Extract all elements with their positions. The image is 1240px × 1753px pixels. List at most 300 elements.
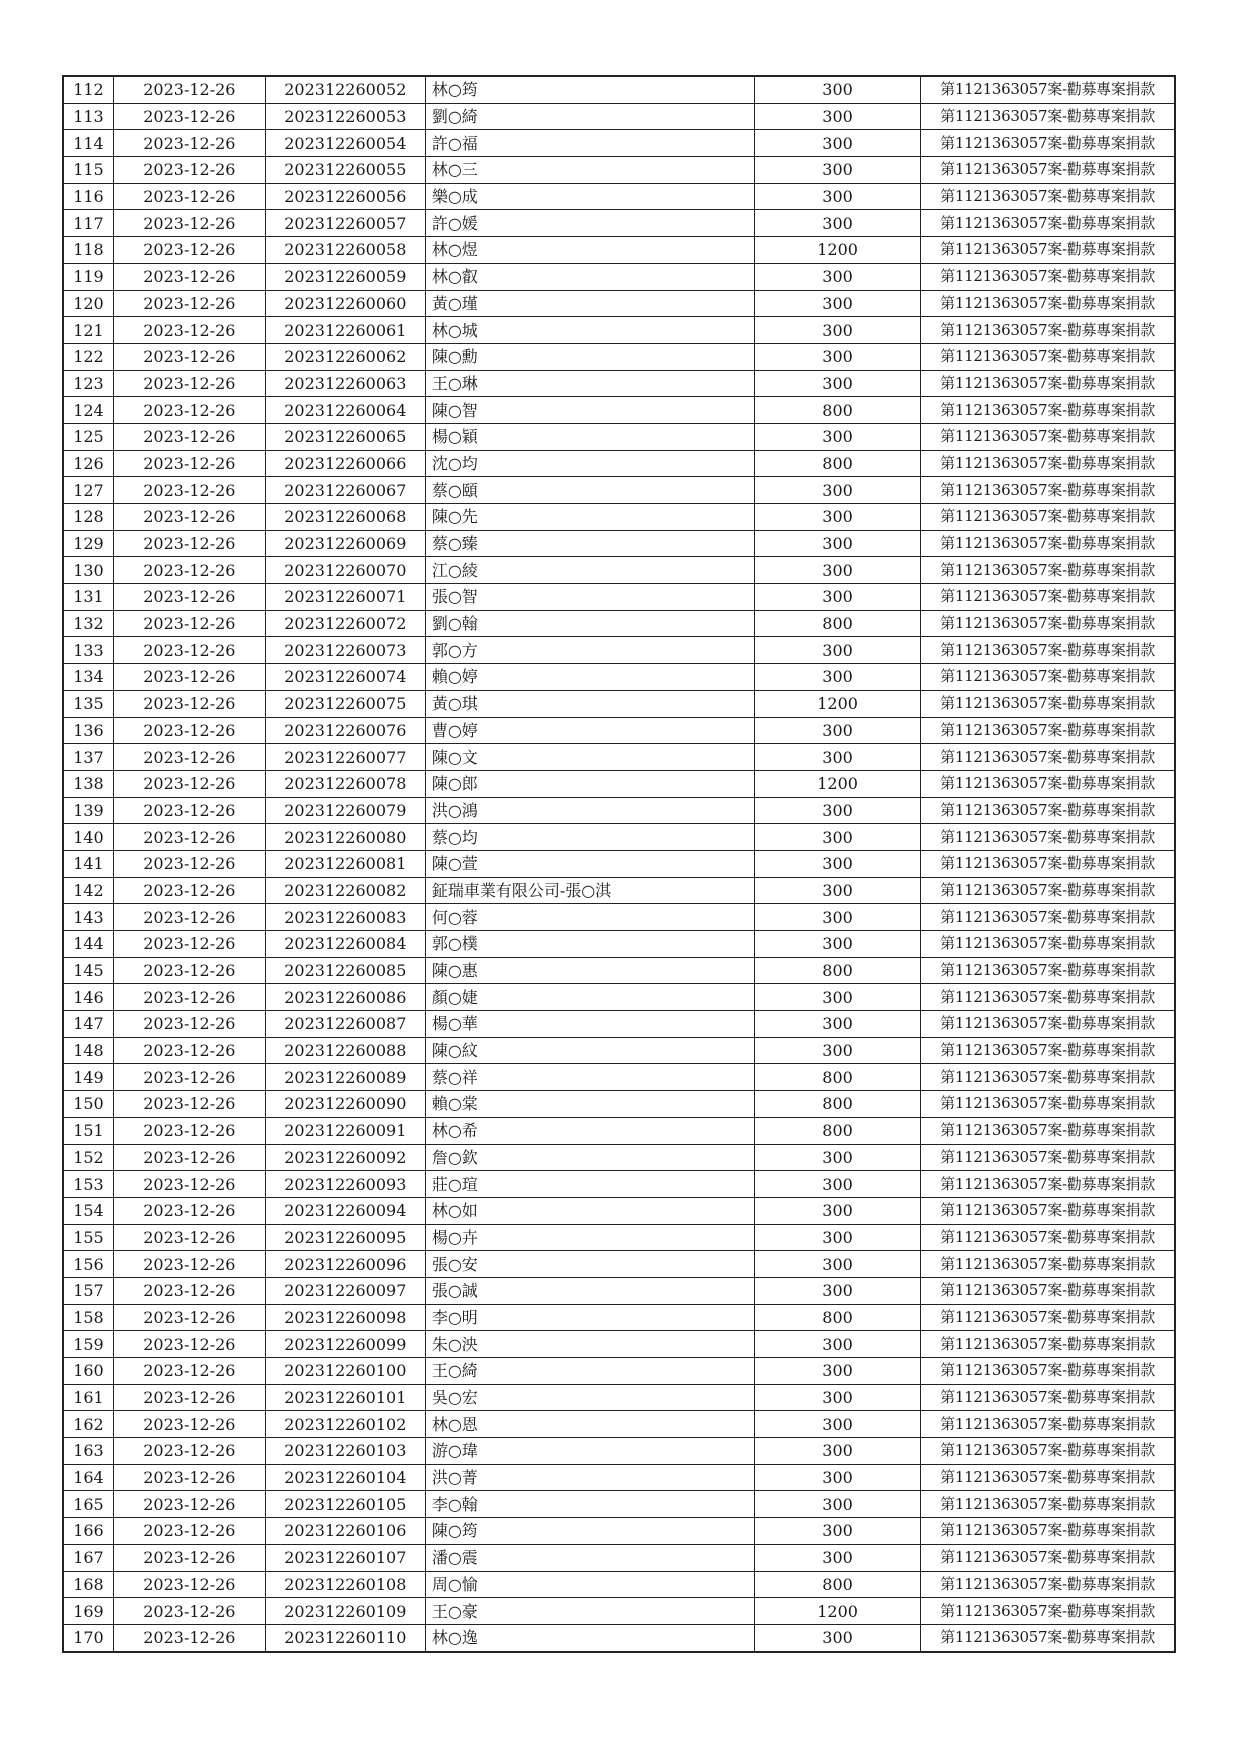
donation-date: 2023-12-26: [113, 317, 265, 344]
receipt-number: 202312260054: [265, 130, 425, 157]
table-row: [63, 1117, 1175, 1144]
table-row: [63, 717, 1175, 744]
table-row: [63, 877, 1175, 904]
donation-amount: 1200: [755, 237, 921, 264]
donation-date: 2023-12-26: [113, 1171, 265, 1198]
table-row: [63, 904, 1175, 931]
donation-amount: 300: [755, 103, 921, 130]
table-row: [63, 237, 1175, 264]
donor-name: 莊○瑄: [425, 1171, 754, 1198]
donation-purpose: 第1121363057案-勸募專案捐款: [921, 157, 1175, 184]
table-row: [63, 530, 1175, 557]
receipt-number: 202312260066: [265, 450, 425, 477]
donation-amount: 1200: [755, 770, 921, 797]
row-number: 157: [63, 1277, 113, 1304]
donation-date: 2023-12-26: [113, 1117, 265, 1144]
donation-amount: 300: [755, 530, 921, 557]
donation-date: 2023-12-26: [113, 183, 265, 210]
table-row: [63, 1518, 1175, 1545]
donation-date: 2023-12-26: [113, 1438, 265, 1465]
donation-purpose: 第1121363057案-勸募專案捐款: [921, 744, 1175, 771]
donation-amount: 300: [755, 1197, 921, 1224]
receipt-number: 202312260098: [265, 1304, 425, 1331]
donor-name: 林○城: [425, 317, 754, 344]
row-number: 156: [63, 1251, 113, 1278]
row-number: 143: [63, 904, 113, 931]
donor-name: 陳○智: [425, 397, 754, 424]
receipt-number: 202312260106: [265, 1518, 425, 1545]
row-number: 149: [63, 1064, 113, 1091]
table-row: [63, 477, 1175, 504]
donation-purpose: 第1121363057案-勸募專案捐款: [921, 610, 1175, 637]
donation-purpose: 第1121363057案-勸募專案捐款: [921, 370, 1175, 397]
donor-name: 林○逸: [425, 1624, 754, 1651]
row-number: 126: [63, 450, 113, 477]
donation-date: 2023-12-26: [113, 1598, 265, 1625]
donation-purpose: 第1121363057案-勸募專案捐款: [921, 1598, 1175, 1625]
donor-name: 林○三: [425, 157, 754, 184]
donation-date: 2023-12-26: [113, 717, 265, 744]
donation-amount: 300: [755, 1224, 921, 1251]
receipt-number: 202312260058: [265, 237, 425, 264]
donation-amount: 300: [755, 824, 921, 851]
table-row: [63, 130, 1175, 157]
donor-name: 陳○筠: [425, 1518, 754, 1545]
table-row: [63, 637, 1175, 664]
donation-purpose: 第1121363057案-勸募專案捐款: [921, 690, 1175, 717]
table-row: [63, 1037, 1175, 1064]
donor-name: 陳○勳: [425, 343, 754, 370]
donation-date: 2023-12-26: [113, 957, 265, 984]
table-row: [63, 850, 1175, 877]
donor-name: 黃○瑾: [425, 290, 754, 317]
donation-amount: 300: [755, 504, 921, 531]
donor-name: 李○明: [425, 1304, 754, 1331]
table-row: [63, 1144, 1175, 1171]
row-number: 133: [63, 637, 113, 664]
donation-date: 2023-12-26: [113, 1197, 265, 1224]
donation-amount: 800: [755, 450, 921, 477]
row-number: 123: [63, 370, 113, 397]
donation-amount: 300: [755, 717, 921, 744]
receipt-number: 202312260094: [265, 1197, 425, 1224]
row-number: 163: [63, 1438, 113, 1465]
row-number: 142: [63, 877, 113, 904]
row-number: 153: [63, 1171, 113, 1198]
donation-date: 2023-12-26: [113, 343, 265, 370]
donation-date: 2023-12-26: [113, 263, 265, 290]
table-row: [63, 1624, 1175, 1651]
donation-amount: 300: [755, 423, 921, 450]
donation-amount: 300: [755, 744, 921, 771]
donation-amount: 300: [755, 557, 921, 584]
table-row: [63, 770, 1175, 797]
donation-date: 2023-12-26: [113, 664, 265, 691]
row-number: 134: [63, 664, 113, 691]
donation-purpose: 第1121363057案-勸募專案捐款: [921, 504, 1175, 531]
table-body: [63, 76, 1175, 1652]
table-row: [63, 557, 1175, 584]
receipt-number: 202312260071: [265, 584, 425, 611]
donation-amount: 300: [755, 850, 921, 877]
donation-purpose: 第1121363057案-勸募專案捐款: [921, 1224, 1175, 1251]
donation-amount: 300: [755, 130, 921, 157]
row-number: 151: [63, 1117, 113, 1144]
donation-purpose: 第1121363057案-勸募專案捐款: [921, 984, 1175, 1011]
row-number: 152: [63, 1144, 113, 1171]
receipt-number: 202312260107: [265, 1544, 425, 1571]
receipt-number: 202312260052: [265, 76, 425, 103]
table-row: [63, 1491, 1175, 1518]
donation-date: 2023-12-26: [113, 1624, 265, 1651]
receipt-number: 202312260108: [265, 1571, 425, 1598]
receipt-number: 202312260089: [265, 1064, 425, 1091]
donor-name: 劉○翰: [425, 610, 754, 637]
donation-purpose: 第1121363057案-勸募專案捐款: [921, 237, 1175, 264]
receipt-number: 202312260062: [265, 343, 425, 370]
table-row: [63, 744, 1175, 771]
receipt-number: 202312260073: [265, 637, 425, 664]
donation-date: 2023-12-26: [113, 1277, 265, 1304]
donation-date: 2023-12-26: [113, 797, 265, 824]
donation-purpose: 第1121363057案-勸募專案捐款: [921, 717, 1175, 744]
donation-date: 2023-12-26: [113, 984, 265, 1011]
table-row: [63, 984, 1175, 1011]
table-row: [63, 1011, 1175, 1038]
receipt-number: 202312260064: [265, 397, 425, 424]
row-number: 148: [63, 1037, 113, 1064]
donation-purpose: 第1121363057案-勸募專案捐款: [921, 1171, 1175, 1198]
donation-purpose: 第1121363057案-勸募專案捐款: [921, 877, 1175, 904]
donation-purpose: 第1121363057案-勸募專案捐款: [921, 957, 1175, 984]
row-number: 166: [63, 1518, 113, 1545]
donation-amount: 1200: [755, 1598, 921, 1625]
table-row: [63, 183, 1175, 210]
donation-purpose: 第1121363057案-勸募專案捐款: [921, 317, 1175, 344]
row-number: 167: [63, 1544, 113, 1571]
receipt-number: 202312260100: [265, 1358, 425, 1385]
receipt-number: 202312260109: [265, 1598, 425, 1625]
table-row: [63, 343, 1175, 370]
donation-purpose: 第1121363057案-勸募專案捐款: [921, 824, 1175, 851]
donation-date: 2023-12-26: [113, 530, 265, 557]
donation-date: 2023-12-26: [113, 744, 265, 771]
receipt-number: 202312260078: [265, 770, 425, 797]
row-number: 159: [63, 1331, 113, 1358]
donation-date: 2023-12-26: [113, 1518, 265, 1545]
donation-purpose: 第1121363057案-勸募專案捐款: [921, 1438, 1175, 1465]
table-row: [63, 504, 1175, 531]
donation-date: 2023-12-26: [113, 1037, 265, 1064]
donation-date: 2023-12-26: [113, 103, 265, 130]
receipt-number: 202312260088: [265, 1037, 425, 1064]
row-number: 130: [63, 557, 113, 584]
receipt-number: 202312260084: [265, 931, 425, 958]
donation-purpose: 第1121363057案-勸募專案捐款: [921, 1624, 1175, 1651]
donor-name: 蔡○均: [425, 824, 754, 851]
table-row: [63, 931, 1175, 958]
table-row: [63, 1438, 1175, 1465]
row-number: 121: [63, 317, 113, 344]
donor-name: 蔡○臻: [425, 530, 754, 557]
donation-date: 2023-12-26: [113, 1011, 265, 1038]
table-row: [63, 1277, 1175, 1304]
receipt-number: 202312260083: [265, 904, 425, 931]
donation-date: 2023-12-26: [113, 877, 265, 904]
donation-date: 2023-12-26: [113, 423, 265, 450]
donation-amount: 300: [755, 1384, 921, 1411]
receipt-number: 202312260091: [265, 1117, 425, 1144]
donation-purpose: 第1121363057案-勸募專案捐款: [921, 290, 1175, 317]
donation-purpose: 第1121363057案-勸募專案捐款: [921, 1117, 1175, 1144]
donor-name: 陳○萱: [425, 850, 754, 877]
table-row: [63, 1358, 1175, 1385]
donation-date: 2023-12-26: [113, 824, 265, 851]
donation-date: 2023-12-26: [113, 904, 265, 931]
receipt-number: 202312260067: [265, 477, 425, 504]
donation-amount: 300: [755, 1438, 921, 1465]
receipt-number: 202312260060: [265, 290, 425, 317]
donation-date: 2023-12-26: [113, 370, 265, 397]
receipt-number: 202312260056: [265, 183, 425, 210]
receipt-number: 202312260053: [265, 103, 425, 130]
donation-amount: 800: [755, 397, 921, 424]
donation-amount: 300: [755, 183, 921, 210]
table-row: [63, 103, 1175, 130]
donation-amount: 300: [755, 584, 921, 611]
table-row: [63, 610, 1175, 637]
donation-amount: 300: [755, 1358, 921, 1385]
row-number: 122: [63, 343, 113, 370]
table-row: [63, 263, 1175, 290]
row-number: 155: [63, 1224, 113, 1251]
receipt-number: 202312260072: [265, 610, 425, 637]
donor-name: 賴○婷: [425, 664, 754, 691]
donor-name: 郭○樸: [425, 931, 754, 958]
donation-amount: 300: [755, 290, 921, 317]
donation-purpose: 第1121363057案-勸募專案捐款: [921, 1518, 1175, 1545]
donation-date: 2023-12-26: [113, 1491, 265, 1518]
row-number: 158: [63, 1304, 113, 1331]
donation-date: 2023-12-26: [113, 850, 265, 877]
donor-name: 張○安: [425, 1251, 754, 1278]
receipt-number: 202312260090: [265, 1091, 425, 1118]
donation-purpose: 第1121363057案-勸募專案捐款: [921, 1384, 1175, 1411]
donation-amount: 300: [755, 984, 921, 1011]
row-number: 127: [63, 477, 113, 504]
donation-amount: 300: [755, 1518, 921, 1545]
row-number: 164: [63, 1464, 113, 1491]
table-row: [63, 450, 1175, 477]
donation-purpose: 第1121363057案-勸募專案捐款: [921, 1091, 1175, 1118]
table-row: [63, 584, 1175, 611]
donation-amount: 300: [755, 1171, 921, 1198]
row-number: 145: [63, 957, 113, 984]
row-number: 141: [63, 850, 113, 877]
donation-purpose: 第1121363057案-勸募專案捐款: [921, 664, 1175, 691]
donor-name: 吳○宏: [425, 1384, 754, 1411]
donation-date: 2023-12-26: [113, 770, 265, 797]
table-row: [63, 210, 1175, 237]
donation-amount: 300: [755, 637, 921, 664]
receipt-number: 202312260059: [265, 263, 425, 290]
donation-date: 2023-12-26: [113, 1544, 265, 1571]
row-number: 138: [63, 770, 113, 797]
donation-purpose: 第1121363057案-勸募專案捐款: [921, 850, 1175, 877]
row-number: 115: [63, 157, 113, 184]
row-number: 118: [63, 237, 113, 264]
donation-purpose: 第1121363057案-勸募專案捐款: [921, 103, 1175, 130]
row-number: 169: [63, 1598, 113, 1625]
row-number: 112: [63, 76, 113, 103]
donation-table: [62, 75, 1176, 1653]
table-row: [63, 1224, 1175, 1251]
receipt-number: 202312260061: [265, 317, 425, 344]
table-row: [63, 1091, 1175, 1118]
donor-name: 楊○華: [425, 1011, 754, 1038]
donor-name: 王○豪: [425, 1598, 754, 1625]
row-number: 113: [63, 103, 113, 130]
receipt-number: 202312260097: [265, 1277, 425, 1304]
donation-date: 2023-12-26: [113, 1358, 265, 1385]
donation-date: 2023-12-26: [113, 637, 265, 664]
table-row: [63, 157, 1175, 184]
receipt-number: 202312260075: [265, 690, 425, 717]
row-number: 170: [63, 1624, 113, 1651]
receipt-number: 202312260057: [265, 210, 425, 237]
receipt-number: 202312260055: [265, 157, 425, 184]
donation-amount: 800: [755, 1117, 921, 1144]
row-number: 132: [63, 610, 113, 637]
donation-purpose: 第1121363057案-勸募專案捐款: [921, 130, 1175, 157]
donation-purpose: 第1121363057案-勸募專案捐款: [921, 557, 1175, 584]
row-number: 168: [63, 1571, 113, 1598]
donor-name: 許○媛: [425, 210, 754, 237]
donor-name: 何○蓉: [425, 904, 754, 931]
donation-date: 2023-12-26: [113, 1331, 265, 1358]
donation-date: 2023-12-26: [113, 1224, 265, 1251]
donation-amount: 300: [755, 877, 921, 904]
donation-amount: 300: [755, 157, 921, 184]
table-row: [63, 423, 1175, 450]
row-number: 146: [63, 984, 113, 1011]
donor-name: 陳○先: [425, 504, 754, 531]
table-row: [63, 1411, 1175, 1438]
table-row: [63, 290, 1175, 317]
receipt-number: 202312260074: [265, 664, 425, 691]
donation-amount: 300: [755, 477, 921, 504]
donation-purpose: 第1121363057案-勸募專案捐款: [921, 450, 1175, 477]
row-number: 161: [63, 1384, 113, 1411]
donation-date: 2023-12-26: [113, 1571, 265, 1598]
donation-purpose: 第1121363057案-勸募專案捐款: [921, 1571, 1175, 1598]
donor-name: 朱○泱: [425, 1331, 754, 1358]
donor-name: 陳○紋: [425, 1037, 754, 1064]
row-number: 150: [63, 1091, 113, 1118]
table-row: [63, 664, 1175, 691]
row-number: 131: [63, 584, 113, 611]
receipt-number: 202312260095: [265, 1224, 425, 1251]
donation-purpose: 第1121363057案-勸募專案捐款: [921, 1544, 1175, 1571]
receipt-number: 202312260087: [265, 1011, 425, 1038]
donation-date: 2023-12-26: [113, 610, 265, 637]
receipt-number: 202312260101: [265, 1384, 425, 1411]
row-number: 124: [63, 397, 113, 424]
donor-name: 游○瑋: [425, 1438, 754, 1465]
row-number: 144: [63, 931, 113, 958]
donation-amount: 300: [755, 370, 921, 397]
donation-date: 2023-12-26: [113, 1384, 265, 1411]
donation-amount: 300: [755, 1011, 921, 1038]
donation-purpose: 第1121363057案-勸募專案捐款: [921, 423, 1175, 450]
table-row: [63, 370, 1175, 397]
donor-name: 顏○婕: [425, 984, 754, 1011]
receipt-number: 202312260065: [265, 423, 425, 450]
donor-name: 張○智: [425, 584, 754, 611]
donation-purpose: 第1121363057案-勸募專案捐款: [921, 1304, 1175, 1331]
donation-date: 2023-12-26: [113, 584, 265, 611]
donor-name: 周○愉: [425, 1571, 754, 1598]
donation-amount: 300: [755, 1144, 921, 1171]
donation-purpose: 第1121363057案-勸募專案捐款: [921, 1277, 1175, 1304]
donation-purpose: 第1121363057案-勸募專案捐款: [921, 584, 1175, 611]
donation-amount: 300: [755, 904, 921, 931]
donor-name: 王○琳: [425, 370, 754, 397]
table-row: [63, 797, 1175, 824]
receipt-number: 202312260104: [265, 1464, 425, 1491]
row-number: 117: [63, 210, 113, 237]
table-row: [63, 1544, 1175, 1571]
donation-purpose: 第1121363057案-勸募專案捐款: [921, 210, 1175, 237]
row-number: 136: [63, 717, 113, 744]
donation-amount: 300: [755, 1624, 921, 1651]
donor-name: 王○綺: [425, 1358, 754, 1385]
table-row: [63, 1384, 1175, 1411]
table-row: [63, 317, 1175, 344]
donor-name: 劉○綺: [425, 103, 754, 130]
donation-purpose: 第1121363057案-勸募專案捐款: [921, 343, 1175, 370]
donation-purpose: 第1121363057案-勸募專案捐款: [921, 263, 1175, 290]
donation-purpose: 第1121363057案-勸募專案捐款: [921, 530, 1175, 557]
donor-name: 黃○琪: [425, 690, 754, 717]
table-row: [63, 1464, 1175, 1491]
receipt-number: 202312260099: [265, 1331, 425, 1358]
donation-date: 2023-12-26: [113, 210, 265, 237]
donation-purpose: 第1121363057案-勸募專案捐款: [921, 797, 1175, 824]
donation-date: 2023-12-26: [113, 130, 265, 157]
donation-purpose: 第1121363057案-勸募專案捐款: [921, 1011, 1175, 1038]
row-number: 140: [63, 824, 113, 851]
receipt-number: 202312260077: [265, 744, 425, 771]
donor-name: 李○翰: [425, 1491, 754, 1518]
donation-purpose: 第1121363057案-勸募專案捐款: [921, 1144, 1175, 1171]
table-row: [63, 1064, 1175, 1091]
donation-amount: 300: [755, 1411, 921, 1438]
donor-name: 蔡○祥: [425, 1064, 754, 1091]
donor-name: 林○叡: [425, 263, 754, 290]
donation-amount: 300: [755, 1544, 921, 1571]
row-number: 162: [63, 1411, 113, 1438]
row-number: 128: [63, 504, 113, 531]
donation-date: 2023-12-26: [113, 1251, 265, 1278]
donation-date: 2023-12-26: [113, 237, 265, 264]
donor-name: 張○誠: [425, 1277, 754, 1304]
row-number: 154: [63, 1197, 113, 1224]
donor-name: 林○恩: [425, 1411, 754, 1438]
donation-amount: 300: [755, 76, 921, 103]
table-row: [63, 957, 1175, 984]
donation-purpose: 第1121363057案-勸募專案捐款: [921, 1358, 1175, 1385]
